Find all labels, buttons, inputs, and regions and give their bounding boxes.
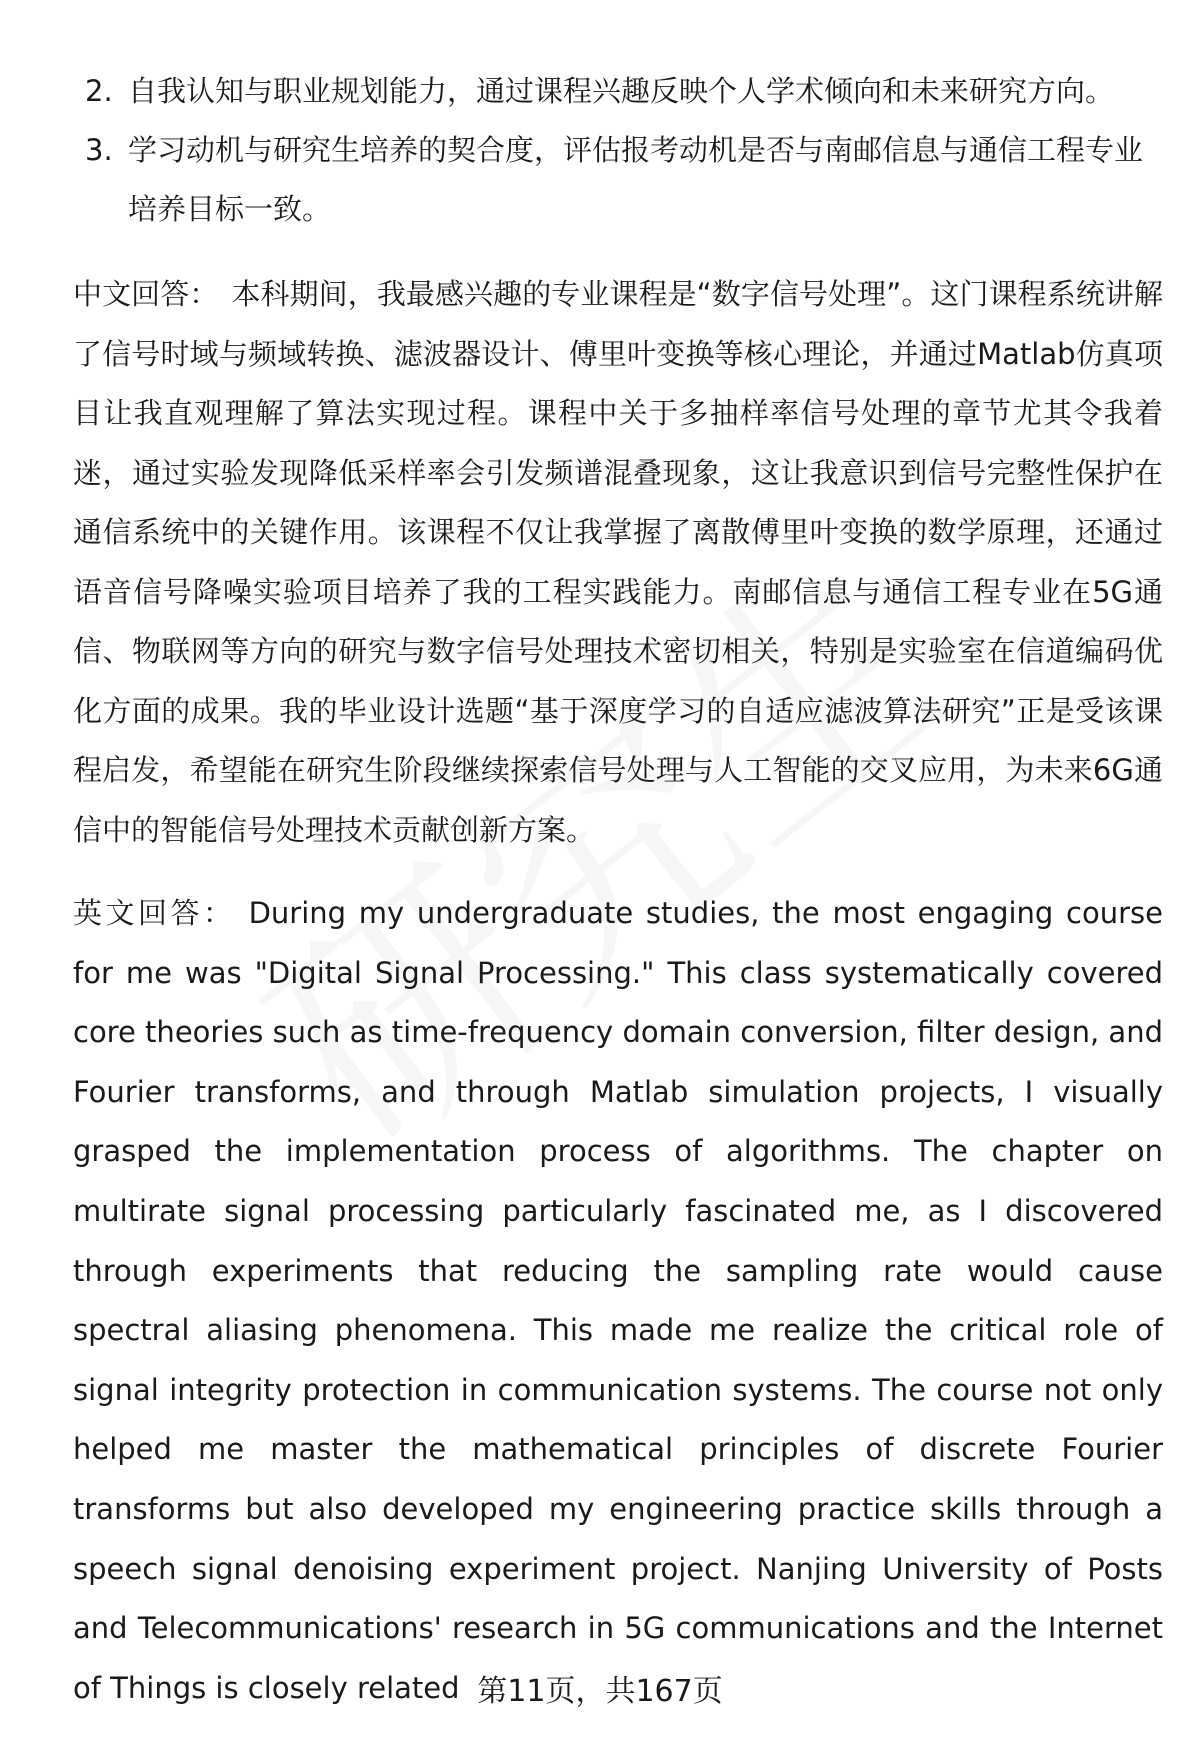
list-item — [73, 121, 1163, 239]
chinese-answer-label: 中文回答： — [73, 277, 219, 311]
english-answer-paragraph — [73, 884, 1163, 1718]
english-answer-text: During my undergraduate studies, the most engaging course for me was "Digital Signal Processing." This class systematically covered core theories such as time-frequency domain conversion, filter design, and Fourier transforms, and through Matlab simulation projects, I visually grasped the implementation process of algorithms. The chapter on multirate signal processing particularly fascinated me, as I discovered through experiments that reducing the sampling rate would cause spectral aliasing phenomena. This made me realize the critical role of signal integrity protection in communication systems. The course not only helped me master the mathematical principles of discrete Fourier transforms but also developed my engineering practice skills through a speech signal denoising experiment project. Nanjing University of Posts and Telecommunications' research in 5G communications and the Internet of Things is closely related — [73, 896, 1163, 1705]
list-item — [73, 62, 1163, 121]
document-page — [73, 62, 1163, 1742]
english-answer-label: 英文回答： — [73, 896, 236, 930]
page-number-footer: 第11页，共167页 — [477, 1674, 723, 1709]
chinese-answer-text: 本科期间，我最感兴趣的专业课程是“数字信号处理”。这门课程系统讲解了信号时域与频域转换、滤波器设计、傅里叶变换等核心理论，并通过Matlab仿真项目让我直观理解了算法实现过程。课程中关于多抽样率信号处理的章节尤其令我着迷，通过实验发现降低采样率会引发频谱混叠现象，这让我意识到信号完整性保护在通信系统中的关键作用。该课程不仅让我掌握了离散傅里叶变换的数学原理，还通过语音信号降噪实验项目培养了我的工程实践能力。南邮信息与通信工程专业在5G通信、物联网等方向的研究与数字信号处理技术密切相关，特别是实验室在信道编码优化方面的成果。我的毕业设计选题“基于深度学习的自适应滤波算法研究”正是受该课程启发，希望能在研究生阶段继续探索信号处理与人工智能的交叉应用，为未来6G通信中的智能信号处理技术贡献创新方案。 — [73, 277, 1163, 847]
list-item-text: 学习动机与研究生培养的契合度，评估报考动机是否与南邮信息与通信工程专业培养目标一致。 — [128, 133, 1144, 226]
list-item-text: 自我认知与职业规划能力，通过课程兴趣反映个人学术倾向和未来研究方向。 — [128, 74, 1115, 108]
list-item-number: 2. — [85, 74, 113, 108]
chinese-answer-paragraph — [73, 265, 1163, 860]
list-item-number: 3. — [85, 133, 113, 167]
numbered-list — [73, 62, 1163, 239]
